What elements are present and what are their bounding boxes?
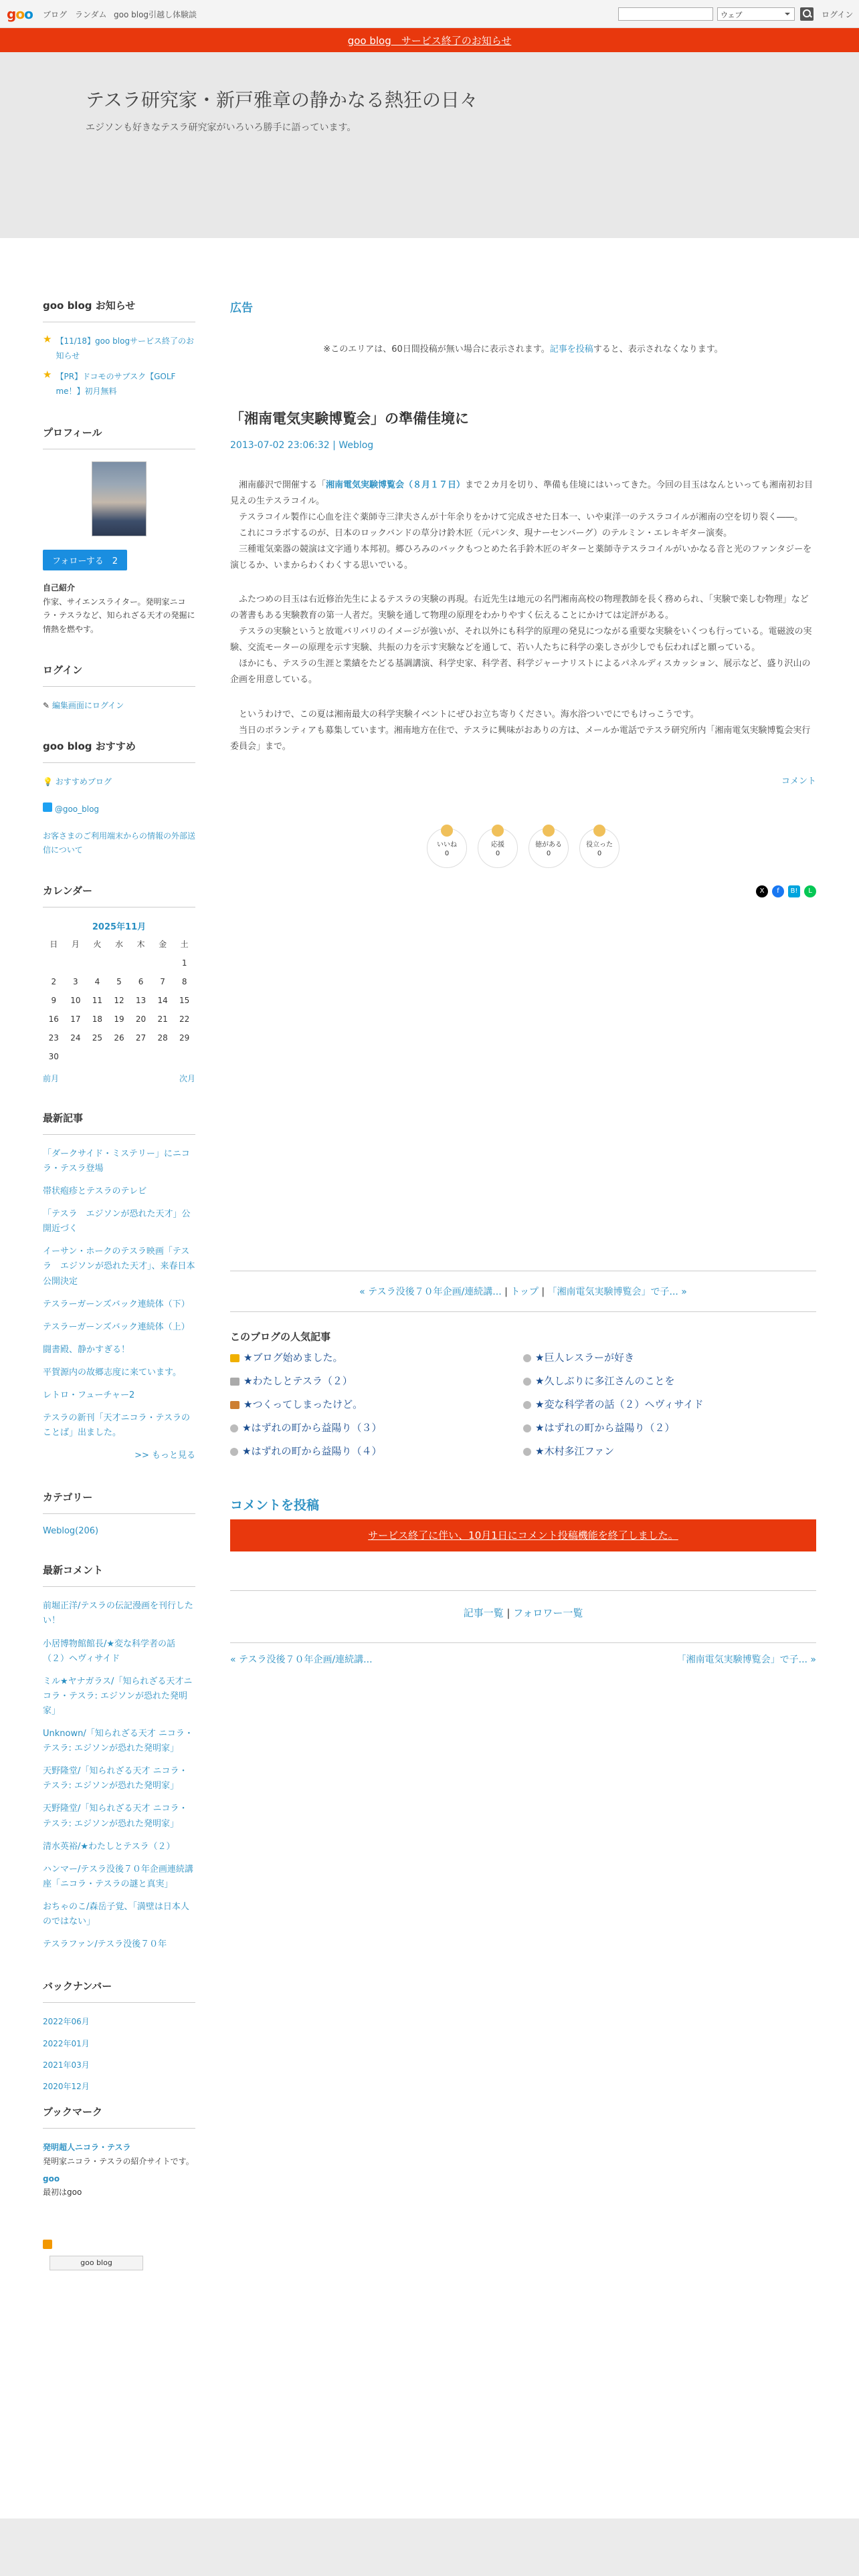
popular-article-link[interactable]: ★はずれの町から益陽り（３） (242, 1422, 382, 1434)
calendar-day: 3 (73, 976, 78, 986)
calendar-day (173, 1047, 195, 1066)
profile-photo (92, 461, 147, 536)
calendar-day (152, 1047, 174, 1066)
calendar-heading: カレンダー (43, 883, 195, 907)
twitter-icon (43, 802, 52, 812)
expo-link[interactable]: 湘南電気実験博覧会（８月１７日） (326, 480, 466, 490)
calendar-day (43, 954, 65, 972)
calendar-day (86, 954, 108, 972)
calendar-day: 26 (114, 1033, 124, 1043)
backnumber-heading: バックナンバー (43, 1979, 195, 2003)
x-share-icon[interactable]: X (756, 885, 768, 897)
calendar-day: 29 (179, 1033, 190, 1043)
comment-post-heading: コメントを投稿 (230, 1498, 320, 1513)
rank-icon (523, 1448, 531, 1456)
hatena-share-icon[interactable]: B! (788, 885, 800, 897)
latest-comment-link[interactable]: 天野隆堂/「知られざる天才 ニコラ・テスラ: エジソンが恐れた発明家」 (43, 1804, 188, 1829)
bookmark-section (43, 2105, 195, 2270)
calendar-next-link[interactable]: 次月 (179, 1073, 195, 1083)
weekday: 水 (114, 940, 123, 950)
calendar-day: 28 (157, 1033, 168, 1043)
reaction-label: 役立った (586, 841, 613, 849)
bookmark-desc: 最初はgoo (43, 2187, 82, 2197)
calendar-day: 18 (92, 1014, 103, 1024)
profile-section (43, 425, 195, 636)
calendar-day: 13 (135, 995, 147, 1005)
blog-title[interactable]: テスラ研究家・新戸雅章の静かなる熱狂の日々 (86, 89, 478, 111)
latest-article-link[interactable]: 闘書殿、静かすぎる！ (43, 1344, 130, 1355)
calendar-day: 1 (181, 958, 187, 968)
popular-article-link[interactable]: ★木村多江ファン (535, 1445, 615, 1457)
calendar-title: 2025年11月 (92, 922, 147, 932)
calendar-day: 10 (70, 995, 81, 1005)
reaction-count: 0 (495, 849, 500, 857)
more-articles-link[interactable]: >> もっと見る (134, 1451, 195, 1461)
star-icon: ★ (43, 368, 52, 381)
bottom-pager (230, 1642, 816, 1666)
ad-note-text: すると、表示されなくなります。 (593, 344, 723, 354)
like-icon (441, 825, 453, 837)
recommend-blog-link[interactable]: おすすめブログ (55, 777, 112, 787)
latest-article-link[interactable]: テスラーガーンズバック連続体（上） (43, 1321, 190, 1332)
latest-article-link[interactable]: テスラの新刊「天才ニコラ・テスラのことば」出ました。 (43, 1413, 190, 1438)
intro-heading: 自己紹介 (43, 583, 76, 593)
popular-articles (230, 1329, 816, 1458)
prev-entry-link[interactable]: « テスラ没後７０年企画/連続講... (359, 1287, 502, 1297)
calendar-day (108, 1047, 130, 1066)
blog-header (0, 52, 859, 238)
calendar-day: 9 (51, 995, 57, 1005)
main-content (230, 298, 816, 1665)
calendar-prev-link[interactable]: 前月 (43, 1073, 60, 1083)
goo-blog-twitter-link[interactable]: @goo_blog (54, 804, 100, 814)
calendar-day: 2 (51, 976, 57, 986)
latest-comment-link[interactable]: 清水英裕/★わたしとテスラ（２） (43, 1841, 175, 1852)
bookmark-desc: 発明家ニコラ・テスラの紹介サイトです。 (43, 2156, 194, 2166)
latest-article-link[interactable]: 「ダークサイド・ミステリー」にニコラ・テスラ登場 (43, 1148, 190, 1174)
reaction-cheer[interactable] (478, 828, 518, 868)
rank-2-icon (230, 1378, 240, 1386)
calendar-day: 14 (157, 995, 168, 1005)
rank-icon (523, 1424, 531, 1432)
profile-heading: プロフィール (43, 425, 195, 449)
calendar-day: 8 (181, 976, 187, 986)
toplink-blog[interactable]: ブログ (43, 10, 68, 19)
entry-paragraph (230, 477, 816, 573)
goo-recommend-section (43, 739, 195, 857)
virtue-icon (543, 825, 555, 837)
search-icon[interactable] (800, 7, 814, 21)
notice-section (43, 298, 195, 399)
latest-comment-link[interactable]: おちゃのこ/森岳子覚、「満壁は日本人のではない」 (43, 1901, 189, 1927)
calendar-table (43, 935, 195, 1066)
follower-list-link[interactable]: フォロワー一覧 (513, 1607, 583, 1619)
latest-comments-section (43, 1563, 195, 1952)
entry-title[interactable]: 「湘南電気実験博覧会」の準備佳境に (230, 411, 469, 427)
share-icons (230, 885, 816, 897)
rank-icon (523, 1378, 531, 1386)
entry-text: 湘南藤沢で開催する「 (230, 480, 326, 490)
calendar-day: 19 (114, 1014, 124, 1024)
calendar-day: 20 (135, 1014, 147, 1024)
line-share-icon[interactable]: L (804, 885, 816, 897)
bottom-next-link[interactable]: 「湘南電気実験博覧会」で子... » (676, 1654, 816, 1665)
admin-login-link[interactable]: 編集画面にログイン (52, 700, 124, 710)
calendar-day: 22 (179, 1014, 190, 1024)
latest-article-link[interactable]: テスラーガーンズバック連続体（下） (43, 1299, 190, 1309)
backnumber-section (43, 1979, 195, 2092)
ad-note-text: ※このエリアは、60日間投稿が無い場合に表示されます。 (323, 344, 550, 354)
login-heading: ログイン (43, 663, 195, 687)
popular-article-link[interactable]: ★わたしとテスラ（２） (244, 1375, 353, 1387)
goo-blog-badge[interactable] (50, 2256, 143, 2270)
rank-icon (230, 1448, 238, 1456)
reaction-label: いいね (437, 841, 457, 849)
entry-paragraph: ふたつめの目玉は右近修治先生によるテスラの実験の再現。右近先生は地元の名門湘南高校の物理教師を長く務められ、「実験で楽しむ物理」などの著書もある実験教育の第一人者だ。実験を通して物理の原理をわかりやすく伝えることにかけては定評がある。 テスラの実験というと放電バリバリのイメージが強いが、それ以外にも科学的原理の発見につながる重要な実験をいくつも行っている。電磁波の実験、交流モーターの原理を示す実験、共振の力を示す実験などを通して、若い人たちに科学の楽しさが少しでも伝わればと願っている。 ほかにも、テスラの生涯と業績をたどる基調講演、科学史家、科学者、科学ジャーナリストによるパネルディスカッション、展示など、盛り沢山の企画を用意している。 (230, 595, 812, 685)
latest-articles-section (43, 1111, 195, 1464)
calendar-day: 11 (92, 995, 103, 1005)
calendar-day: 6 (138, 976, 144, 986)
backnumber-link[interactable]: 2022年01月 (43, 2038, 90, 2048)
reaction-like[interactable] (427, 828, 467, 868)
latest-article-link[interactable]: イーサン・ホークのテスラ映画「テスラ エジソンが恐れた天才」、来春日本公開決定 (43, 1247, 195, 1287)
latest-article-link[interactable]: 平賀源内の故郷志度に来ています。 (43, 1367, 181, 1378)
calendar-day: 21 (157, 1014, 168, 1024)
calendar-day: 15 (179, 995, 190, 1005)
lightbulb-icon: 💡 (43, 777, 53, 787)
follow-button[interactable]: フォローする 2 (43, 550, 127, 570)
category-heading: カテゴリー (43, 1490, 195, 1514)
intro-text: 作家、サイエンスライター。発明家ニコラ・テスラなど、知られざる天才の発掘に情熱を燃やす。 (43, 597, 195, 634)
bookmark-link-goo[interactable]: goo (43, 2173, 60, 2183)
latest-comment-link[interactable]: 前堀正洋/テスラの伝記漫画を刊行したい！ (43, 1601, 193, 1626)
popular-article-link[interactable]: ★変な科学者の話（２）ヘヴィサイド (535, 1398, 704, 1410)
popular-article-link[interactable]: ★巨人レスラーが好き (535, 1352, 634, 1364)
calendar-day (152, 954, 174, 972)
entry-text: まで２カ月を切り、準備も佳境にはいってきた。今回の目玉はなんといっても湘南初お目見えの生テスラコイル。 テスラコイル製作に心血を注ぐ薬師寺三津夫さんが十年余りをかけて完成させた日本一、いや東洋一のテスラコイルが湘南の空を切り裂く――。 これにコラボするのが、日本のロックバンドの草分け鈴木匠（元パンタ、現ナーセンバーグ）のテルミン・エレキギター演奏。 三種電気楽器の競演は文字通り本邦初。郷ひろみのバックもつとめた名手鈴木匠のギターと薬師寺テスラコイルがいかなる音と光のファンタジーを演じるか、いまからわくわくする思いでいる。 (230, 480, 814, 570)
latest-comments-heading: 最新コメント (43, 1563, 195, 1587)
backnumber-link[interactable]: 2021年03月 (43, 2060, 90, 2070)
toplink-migration[interactable]: goo blog引越し体験談 (114, 10, 197, 19)
reaction-label: 徳がある (535, 841, 562, 849)
ad-note (230, 342, 816, 354)
facebook-share-icon[interactable]: f (772, 885, 784, 897)
notice-heading: goo blog お知らせ (43, 298, 195, 322)
pencil-icon: ✎ (43, 700, 50, 710)
login-section (43, 663, 195, 712)
popular-article-link[interactable]: ★はずれの町から益陽り（２） (535, 1422, 675, 1434)
toplink-random[interactable]: ランダム (75, 10, 107, 19)
service-end-link[interactable]: goo blog サービス終了のお知らせ (347, 35, 512, 47)
top-link[interactable]: トップ (510, 1287, 539, 1297)
page-body (0, 238, 859, 2518)
calendar-day (86, 1047, 108, 1066)
search-scope-select[interactable]: ウェブ (717, 7, 795, 21)
calendar-day: 25 (92, 1033, 103, 1043)
popular-article-link[interactable]: ★久しぶりに多江さんのことを (535, 1375, 675, 1387)
popular-article-link[interactable]: ★つくってしまったけど。 (244, 1398, 363, 1410)
latest-article-link[interactable]: 「テスラ エジソンが恐れた天才」公開近づく (43, 1209, 191, 1235)
weekday: 金 (159, 940, 167, 950)
external-transmission-link[interactable]: お客さまのご利用端末からの情報の外部送信について (43, 831, 196, 855)
rank-3-icon (230, 1401, 240, 1409)
weekday: 土 (180, 940, 189, 950)
weekday: 木 (136, 940, 145, 950)
notice-link-1[interactable]: 【11/18】goo blogサービス終了のお知らせ (56, 336, 195, 360)
sidebar (43, 298, 195, 2297)
ad-heading: 広告 (230, 302, 253, 315)
bottom-prev-link[interactable]: « テスラ没後７０年企画/連続講... (230, 1654, 373, 1665)
backnumber-link[interactable]: 2020年12月 (43, 2082, 90, 2092)
backnumber-link[interactable]: 2022年06月 (43, 2017, 90, 2027)
entry-body (230, 477, 816, 755)
notice-link-2[interactable]: 【PR】ドコモのサブスク【GOLF me！】初月無料 (56, 372, 176, 396)
calendar-day (108, 954, 130, 972)
search-input[interactable] (618, 7, 713, 21)
entry-meta[interactable]: 2013-07-02 23:06:32 | Weblog (230, 440, 374, 451)
comment-closed-banner (230, 1519, 816, 1551)
reaction-virtue[interactable] (529, 828, 569, 868)
rank-1-icon (230, 1354, 240, 1362)
latest-comment-link[interactable]: ハンマー/テスラ没後７０年企画連続講座「ニコラ・テスラの謎と真実」 (43, 1864, 193, 1889)
star-icon: ★ (43, 333, 52, 345)
reaction-label: 応援 (491, 841, 504, 849)
calendar-day: 30 (48, 1051, 59, 1061)
reaction-count: 0 (444, 849, 450, 857)
latest-comment-link[interactable]: Unknown/「知られざる天才 ニコラ・テスラ: エジソンが恐れた発明家」 (43, 1729, 193, 1754)
reaction-count: 0 (546, 849, 551, 857)
top-bar (0, 0, 859, 28)
entry-pager: « テスラ没後７０年企画/連続講... | トップ | 「湘南電気実験博覧会」で子... » (230, 1271, 816, 1312)
calendar-day: 27 (135, 1033, 147, 1043)
reaction-buttons (230, 828, 816, 868)
calendar-day (130, 954, 152, 972)
latest-comment-link[interactable]: 小居博物館館長/★変な科学者の話（２）ヘヴィサイド (43, 1638, 176, 1664)
goo-recommend-heading: goo blog おすすめ (43, 739, 195, 763)
blog-description: エジソンも好きなテスラ研究家がいろいろ勝手に語っています。 (86, 122, 357, 133)
footer (0, 2518, 859, 2576)
bookmark-heading: ブックマーク (43, 2105, 195, 2129)
latest-article-link[interactable]: 帯状疱疹とテスラのテレビ (43, 1186, 147, 1197)
reaction-count: 0 (597, 849, 602, 857)
reaction-helpful[interactable] (579, 828, 619, 868)
cheer-icon (492, 825, 504, 837)
post-article-link[interactable]: 記事を投稿 (549, 344, 593, 354)
category-section (43, 1490, 195, 1536)
rank-icon (230, 1424, 238, 1432)
rank-icon (523, 1401, 531, 1409)
calendar-day: 16 (48, 1014, 59, 1024)
popular-heading: このブログの人気記事 (230, 1331, 331, 1343)
article-list-link[interactable]: 記事一覧 (463, 1607, 504, 1619)
calendar-day: 12 (114, 995, 124, 1005)
entry-paragraph: というわけで、この夏は湘南最大の科学実験イベントにぜひお立ち寄りください。海水浴ついでにでもけっこうです。 当日のボランティアも募集しています。湘南地方在住で、テスラに興味がおありの方は、メールか電話でテスラ研究所内「湘南電気実験博覧会実行委員会」まで。 (230, 709, 811, 752)
calendar-day: 7 (160, 976, 165, 986)
helpful-icon (593, 825, 605, 837)
bookmark-link-tesla[interactable]: 発明超人ニコラ・テスラ (43, 2143, 131, 2153)
login-link[interactable]: ログイン (822, 10, 854, 19)
calendar-day: 5 (116, 976, 122, 986)
calendar-section (43, 883, 195, 1084)
calendar-day: 17 (70, 1014, 81, 1024)
category-link[interactable]: Weblog(206) (43, 1526, 99, 1537)
comment-closed-link[interactable]: サービス終了に伴い、10月1日にコメント投稿機能を終了しました。 (368, 1529, 678, 1541)
service-end-banner (0, 28, 859, 52)
popular-article-link[interactable]: ★ブログ始めました。 (244, 1352, 343, 1364)
latest-comment-link[interactable]: ミル★ヤナガラス/「知られざる天才ニコラ・テスラ: エジソンが恐れた発明家」 (43, 1676, 193, 1716)
comment-link[interactable]: コメント (781, 776, 816, 786)
latest-article-link[interactable]: レトロ・フューチャー2 (43, 1390, 135, 1401)
calendar-day (65, 1047, 87, 1066)
calendar-day: 24 (70, 1033, 81, 1043)
goo-blog-badge-text: goo blog (80, 2258, 112, 2267)
latest-comment-link[interactable]: テスラファン/テスラ没後７０年 (43, 1939, 167, 1950)
goo-logo[interactable]: goo (7, 6, 33, 22)
rank-icon (523, 1354, 531, 1362)
popular-article-link[interactable]: ★はずれの町から益陽り（４） (242, 1445, 382, 1457)
next-entry-link[interactable]: 「湘南電気実験博覧会」で子... » (547, 1287, 687, 1297)
list-links: 記事一覧 | フォロワー一覧 (230, 1590, 816, 1620)
calendar-day (130, 1047, 152, 1066)
weekday: 火 (93, 940, 102, 950)
calendar-day: 4 (94, 976, 100, 986)
latest-comment-link[interactable]: 天野隆堂/「知られざる天才 ニコラ・テスラ: エジソンが恐れた発明家」 (43, 1766, 188, 1792)
weekday: 月 (71, 940, 80, 950)
calendar-day (65, 954, 87, 972)
rss-icon[interactable] (43, 2240, 52, 2249)
latest-articles-heading: 最新記事 (43, 1111, 195, 1135)
calendar-day: 23 (48, 1033, 59, 1043)
weekday: 日 (50, 940, 58, 950)
